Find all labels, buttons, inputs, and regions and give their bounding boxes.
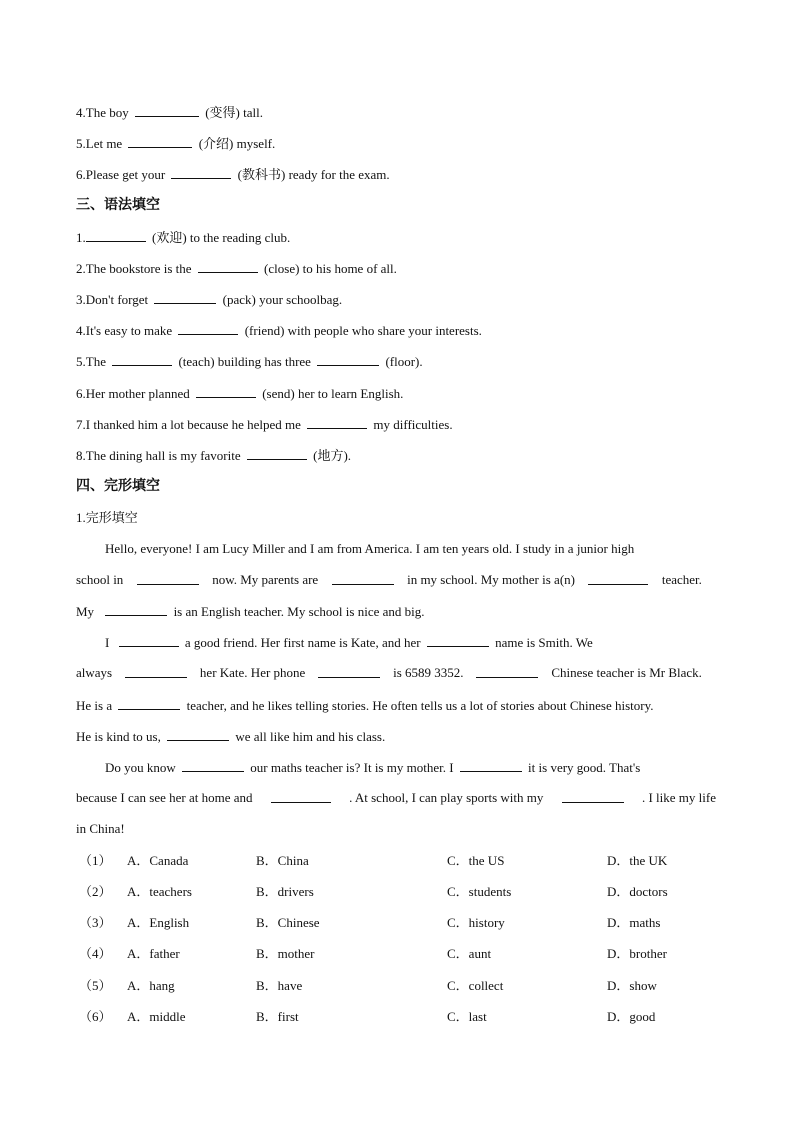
answer-blank[interactable]	[167, 727, 229, 741]
answer-blank[interactable]	[112, 352, 172, 366]
passage-text: is 6589 3352.	[393, 665, 464, 680]
passage-text: is an English teacher. My school is nice and big.	[173, 604, 425, 619]
question-text: 7.I thanked him a lot because he helped me	[76, 417, 301, 432]
answer-blank[interactable]	[307, 415, 367, 429]
question-line	[76, 384, 403, 403]
passage-text: teacher.	[661, 572, 702, 587]
question-text: (变得) tall.	[205, 105, 263, 120]
option-a[interactable]: A．English	[127, 915, 190, 930]
answer-blank[interactable]	[171, 165, 231, 179]
option-b[interactable]: B．drivers	[256, 884, 314, 899]
answer-blank[interactable]	[182, 758, 244, 772]
question-text: 2.The bookstore is the	[76, 261, 192, 276]
answer-blank[interactable]	[154, 290, 216, 304]
passage-line	[76, 696, 654, 715]
question-text: 6.Please get your	[76, 167, 166, 182]
question-line	[76, 321, 482, 340]
answer-blank[interactable]	[562, 789, 624, 803]
answer-blank[interactable]	[427, 633, 489, 647]
answer-blank[interactable]	[332, 571, 394, 585]
passage-text: in my school. My mother is a(n)	[407, 572, 575, 587]
option-row	[76, 1008, 736, 1026]
question-line	[76, 290, 342, 309]
passage-text: Chinese teacher is Mr Black.	[551, 665, 702, 680]
question-text: 4.It's easy to make	[76, 323, 173, 338]
question-text: (地方).	[313, 448, 352, 463]
answer-blank[interactable]	[271, 789, 331, 803]
option-b[interactable]: B．Chinese	[256, 915, 320, 930]
question-text: (close) to his home of all.	[264, 261, 397, 276]
option-d[interactable]: D．maths	[607, 915, 661, 930]
option-c[interactable]: C．aunt	[447, 946, 492, 961]
question-text: 8.The dining hall is my favorite	[76, 448, 241, 463]
passage-text: our maths teacher is? It is my mother. I	[250, 760, 454, 775]
question-text: 4.The boy	[76, 105, 129, 120]
passage-text: teacher, and he likes telling stories. He often tells us a lot of stories about Chinese history.	[186, 698, 654, 713]
question-text: (teach) building has three	[178, 354, 311, 369]
option-d[interactable]: D．show	[607, 978, 657, 993]
answer-blank[interactable]	[178, 321, 238, 335]
option-b[interactable]: B．first	[256, 1009, 299, 1024]
question-text: 1.	[76, 230, 86, 245]
option-row	[76, 883, 736, 901]
question-number: （5）	[79, 978, 112, 993]
question-number: （2）	[79, 884, 112, 899]
option-b[interactable]: B．China	[256, 853, 309, 868]
answer-blank[interactable]	[476, 664, 538, 678]
passage-line	[76, 571, 702, 589]
answer-blank[interactable]	[119, 633, 179, 647]
question-line	[76, 228, 290, 247]
answer-blank[interactable]	[86, 228, 146, 242]
passage-line	[105, 758, 640, 777]
question-text: (friend) with people who share your interests.	[244, 323, 482, 338]
section-heading: 四、完形填空	[76, 478, 160, 494]
option-c[interactable]: C．the US	[447, 853, 505, 868]
option-a[interactable]: A．middle	[127, 1009, 186, 1024]
question-line	[76, 103, 263, 122]
question-line	[76, 352, 423, 371]
option-d[interactable]: D．good	[607, 1009, 656, 1024]
passage-line	[76, 602, 425, 621]
question-line	[76, 165, 390, 184]
answer-blank[interactable]	[317, 352, 379, 366]
question-text: 6.Her mother planned	[76, 386, 190, 401]
option-c[interactable]: C．students	[447, 884, 512, 899]
option-b[interactable]: B．mother	[256, 946, 315, 961]
question-text: my difficulties.	[373, 417, 453, 432]
passage-text: Do you know	[105, 760, 176, 775]
passage-line: Hello, everyone! I am Lucy Miller and I am from America. I am ten years old. I study in a junior high	[105, 541, 635, 556]
option-c[interactable]: C．history	[447, 915, 505, 930]
passage-text: now. My parents are	[212, 572, 319, 587]
passage-line: in China!	[76, 821, 125, 836]
question-number: （1）	[79, 853, 112, 868]
passage-text: school in	[76, 572, 124, 587]
option-row	[76, 914, 736, 932]
question-text: (pack) your schoolbag.	[222, 292, 343, 307]
answer-blank[interactable]	[135, 103, 199, 117]
answer-blank[interactable]	[318, 664, 380, 678]
option-row	[76, 945, 736, 963]
question-text: 3.Don't forget	[76, 292, 149, 307]
answer-blank[interactable]	[118, 696, 180, 710]
question-line	[76, 259, 397, 278]
option-a[interactable]: A．teachers	[127, 884, 192, 899]
question-text: 5.The	[76, 354, 106, 369]
section-heading: 三、语法填空	[76, 197, 160, 213]
answer-blank[interactable]	[125, 664, 187, 678]
passage-text: . At school, I can play sports with my	[349, 790, 544, 805]
passage-text: a good friend. Her first name is Kate, and her	[184, 635, 421, 650]
passage-text: He is a	[76, 698, 113, 713]
answer-blank[interactable]	[588, 571, 648, 585]
passage-line	[105, 633, 593, 652]
answer-blank[interactable]	[128, 134, 192, 148]
option-row	[76, 977, 736, 995]
passage-text: always	[76, 665, 113, 680]
question-text: (欢迎) to the reading club.	[152, 230, 291, 245]
sub-heading: 1.完形填空	[76, 510, 138, 525]
passage-text: My	[76, 604, 95, 619]
answer-blank[interactable]	[247, 446, 307, 460]
question-number: （3）	[79, 915, 112, 930]
passage-text: because I can see her at home and	[76, 790, 253, 805]
option-b[interactable]: B．have	[256, 978, 303, 993]
passage-text: we all like him and his class.	[235, 729, 386, 744]
option-d[interactable]: D．brother	[607, 946, 667, 961]
question-text: (介绍) myself.	[198, 136, 276, 151]
passage-text: . I like my life	[641, 790, 716, 805]
question-line	[76, 415, 453, 434]
question-line	[76, 134, 275, 153]
passage-text: name is Smith. We	[495, 635, 593, 650]
answer-blank[interactable]	[460, 758, 522, 772]
answer-blank[interactable]	[137, 571, 199, 585]
passage-line	[76, 664, 702, 682]
option-row	[76, 852, 736, 870]
option-a[interactable]: A．father	[127, 946, 180, 961]
answer-blank[interactable]	[196, 384, 256, 398]
passage-text: I	[105, 635, 110, 650]
question-line	[76, 446, 351, 465]
question-text: (floor).	[385, 354, 423, 369]
option-c[interactable]: C．collect	[447, 978, 504, 993]
option-c[interactable]: C．last	[447, 1009, 487, 1024]
question-text: (教科书) ready for the exam.	[237, 167, 390, 182]
question-number: （6）	[79, 1009, 112, 1024]
passage-text: He is kind to us,	[76, 729, 161, 744]
passage-line	[76, 789, 716, 807]
option-d[interactable]: D．the UK	[607, 853, 668, 868]
question-text: 5.Let me	[76, 136, 123, 151]
option-a[interactable]: A．hang	[127, 978, 175, 993]
passage-text: it is very good. That's	[528, 760, 641, 775]
passage-text: her Kate. Her phone	[199, 665, 306, 680]
option-a[interactable]: A．Canada	[127, 853, 189, 868]
question-number: （4）	[79, 946, 112, 961]
question-text: (send) her to learn English.	[262, 386, 404, 401]
passage-line	[76, 727, 385, 746]
answer-blank[interactable]	[198, 259, 258, 273]
option-d[interactable]: D．doctors	[607, 884, 668, 899]
answer-blank[interactable]	[105, 602, 167, 616]
